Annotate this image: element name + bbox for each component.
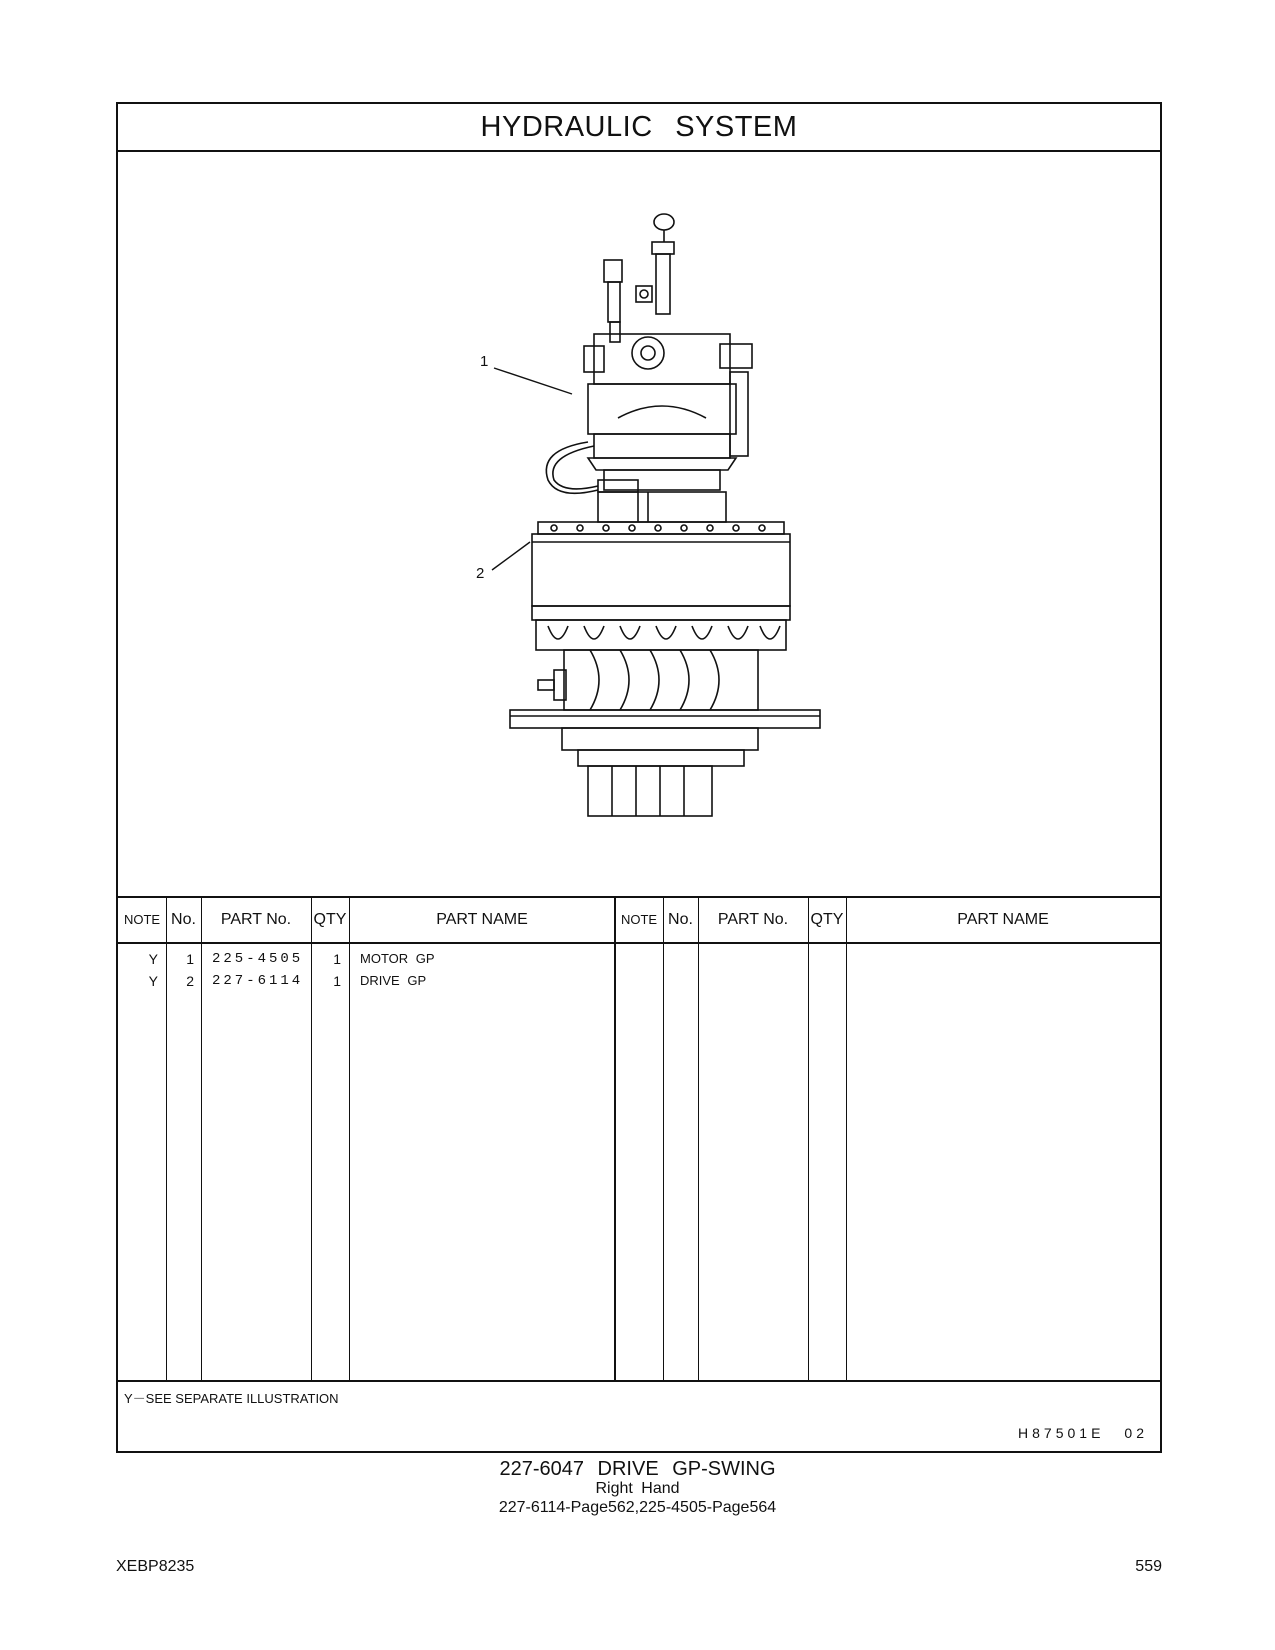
drive-housing bbox=[532, 534, 790, 606]
col-note-right: NOTE bbox=[620, 912, 658, 927]
lifting-eye bbox=[654, 214, 674, 230]
col-no-right: No. bbox=[668, 911, 693, 928]
col-no: No. bbox=[171, 911, 196, 928]
callout-2: 2 bbox=[476, 565, 485, 582]
caption-subtitle: Right Hand bbox=[595, 1480, 680, 1497]
illustration-code bbox=[998, 1425, 1148, 1441]
section-title: HYDRAULIC SYSTEM bbox=[118, 104, 1160, 152]
row-qty: 1 bbox=[333, 973, 341, 989]
footnote: Y－SEE SEPARATE ILLUSTRATION bbox=[124, 1391, 339, 1406]
col-part-name: PART NAME bbox=[436, 911, 528, 928]
page-number: 559 bbox=[1135, 1558, 1162, 1575]
drive-gp-swing-drawing bbox=[118, 150, 1160, 896]
col-divider bbox=[846, 896, 847, 1380]
col-part-no: PART No. bbox=[220, 911, 292, 928]
leader-line-1 bbox=[494, 368, 572, 394]
col-divider bbox=[698, 896, 699, 1380]
illustration-id: H87501E bbox=[1018, 1425, 1105, 1441]
caption-title: 227-6047 DRIVE GP-SWING bbox=[499, 1458, 776, 1480]
col-divider bbox=[663, 896, 664, 1380]
motor-body bbox=[588, 384, 736, 434]
mounting-flange bbox=[510, 710, 820, 728]
row-no: 2 bbox=[186, 973, 194, 989]
row-note: Y bbox=[148, 951, 158, 967]
footnote-area bbox=[118, 1380, 1160, 1453]
row-note: Y bbox=[148, 973, 158, 989]
callout-1: 1 bbox=[480, 353, 489, 370]
col-part-name-right: PART NAME bbox=[957, 911, 1049, 928]
pinion bbox=[588, 766, 712, 816]
parts-table bbox=[118, 896, 1160, 1380]
col-qty: QTY bbox=[313, 911, 347, 928]
row-part-name: MOTOR GP bbox=[360, 951, 435, 966]
col-part-no-right: PART No. bbox=[717, 911, 789, 928]
caption-references: 227-6114-Page562,225-4505-Page564 bbox=[498, 1499, 777, 1516]
table-row bbox=[118, 948, 615, 970]
document-id: XEBP8235 bbox=[116, 1558, 195, 1575]
row-part-no: 227-6114 bbox=[212, 973, 304, 989]
row-part-name: DRIVE GP bbox=[360, 973, 427, 988]
bolt-row-top bbox=[551, 525, 765, 531]
row-part-no: 225-4505 bbox=[212, 951, 304, 967]
illustration-rev: 02 bbox=[1124, 1425, 1148, 1441]
table-row bbox=[118, 970, 615, 992]
row-no: 1 bbox=[186, 951, 194, 967]
col-qty-right: QTY bbox=[810, 911, 844, 928]
row-qty: 1 bbox=[333, 951, 341, 967]
parts-page-frame bbox=[116, 102, 1162, 1453]
leader-line-2 bbox=[492, 542, 530, 570]
col-divider bbox=[808, 896, 809, 1380]
col-note: NOTE bbox=[123, 912, 161, 927]
gear-ring bbox=[536, 620, 786, 650]
parts-illustration bbox=[118, 150, 1160, 896]
parts-table-header bbox=[118, 896, 1160, 944]
